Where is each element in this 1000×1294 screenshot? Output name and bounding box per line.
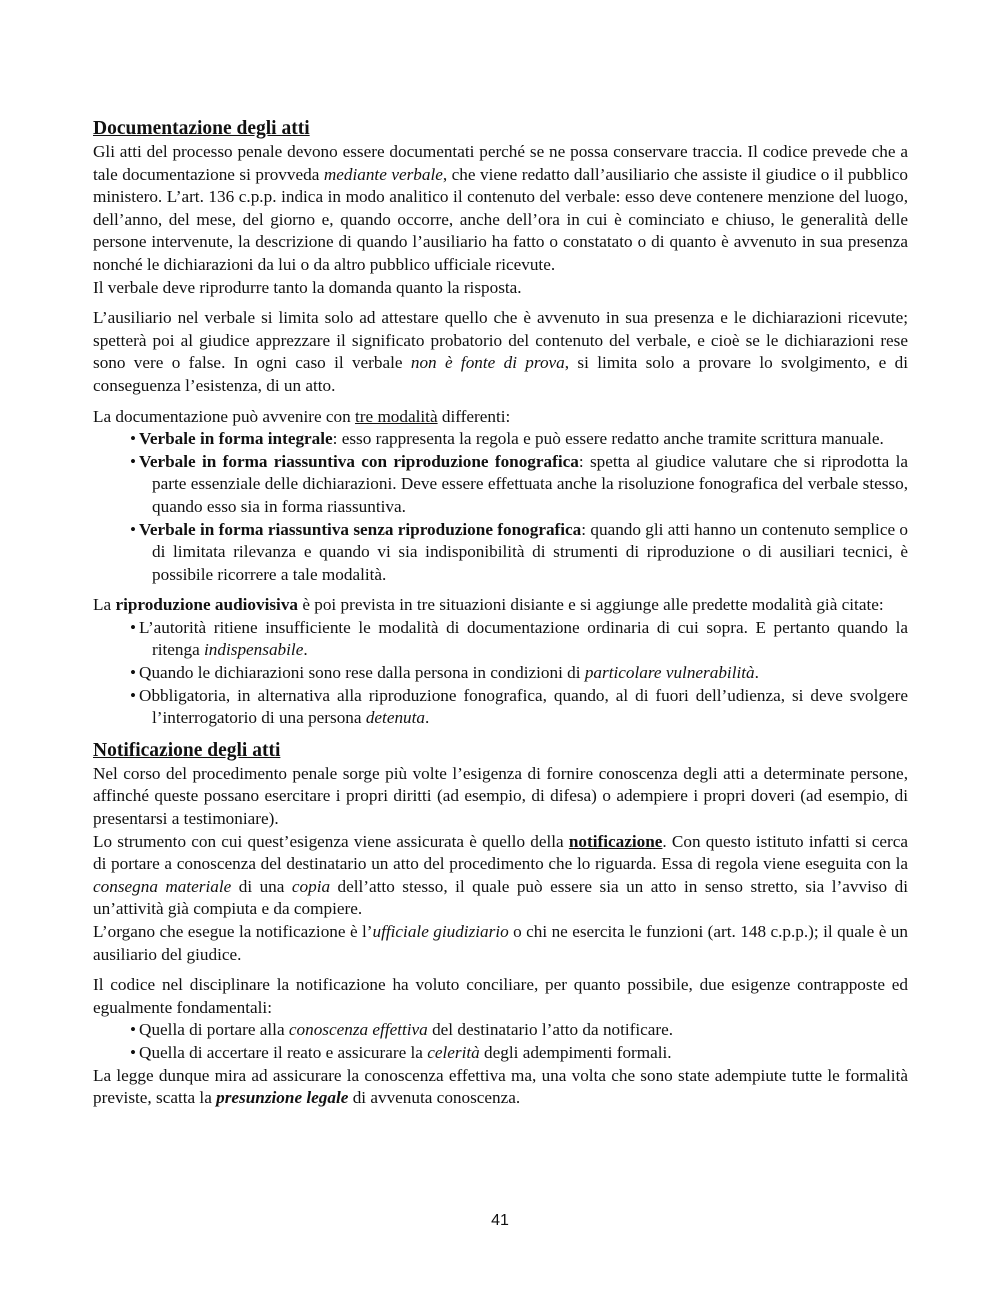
text: Quando le dichiarazioni sono rese dalla persona in condizioni di (139, 663, 585, 683)
italic-text: conoscenza effettiva (288, 1020, 428, 1040)
list-item (122, 1042, 908, 1065)
bold-underlined-text: notificazione (568, 831, 663, 851)
paragraph (93, 307, 908, 397)
text: . (425, 708, 430, 728)
paragraph (93, 921, 908, 966)
bold-text: riproduzione audiovisiva (115, 595, 299, 615)
section-heading-documentazione: Documentazione degli atti (93, 118, 310, 139)
bold-text: Verbale in forma integrale (139, 429, 333, 449)
text: La documentazione può avvenire con (93, 406, 356, 426)
italic-text: particolare vulnerabilità (584, 663, 755, 683)
document-page (93, 117, 908, 1110)
paragraph (93, 1065, 908, 1110)
paragraph (93, 406, 908, 429)
italic-text: indispensabile (204, 640, 304, 660)
text: L’ausiliario nel verbale si limita solo ad attestare quello che è avvenuto in sua presenza e le dichiarazioni ricevute; spetterà poi al giudice apprezzare il significato probatorio del contenuto del verbale, e cioè se le dichiarazioni rese sono vere o false. In ogni caso il verbale (93, 308, 908, 373)
text: degli adempimenti formali. (479, 1042, 672, 1062)
text: . (754, 663, 759, 683)
text: di una (231, 876, 292, 896)
text: differenti: (437, 406, 511, 426)
italic-text: mediante verbale (323, 164, 443, 184)
text: : quando gli atti hanno un contenuto semplice o di limitata rilevanza e quando vi sia indisponibilità di strumenti di riproduzione o di ausiliari tecnici, è possibile ricorrere a tale modalità. (152, 519, 908, 584)
italic-text: celerità (427, 1042, 480, 1062)
list-item (122, 519, 908, 587)
paragraph: Nel corso del procedimento penale sorge più volte l’esigenza di fornire conoscenza degli atti a determinate persone, affinché queste possano esercitare i propri diritti (ad esempio, di difesa) o adempiere i propri doveri (ad esempio, di presentarsi a testimoniare). (93, 763, 908, 829)
list-item (122, 685, 908, 730)
paragraph (93, 141, 908, 277)
paragraph (93, 594, 908, 617)
text: Gli atti del processo penale devono essere documentati perché se ne possa conservare traccia. Il codice prevede che a tale documentazione si provveda (93, 142, 908, 184)
list-item (122, 617, 908, 662)
bold-text: Verbale in forma riassuntiva senza riproduzione fonografica (139, 519, 582, 539)
italic-text: copia (291, 876, 331, 896)
text: Lo strumento con cui quest’esigenza viene assicurata è quello della (93, 831, 569, 851)
page-number: 41 (491, 1212, 509, 1229)
bold-italic-text: presunzione legale (216, 1088, 349, 1108)
text: è poi prevista in tre situazioni disiante e si aggiunge alle predette modalità già citate: (298, 595, 884, 615)
bold-text: Verbale in forma riassuntiva con riproduzione fonografica (139, 451, 579, 471)
list-item (122, 451, 908, 519)
text: L’autorità ritiene insufficiente le modalità di documentazione ordinaria di cui sopra. E pertanto quando la ritenga (139, 617, 908, 660)
text: , che viene redatto dall’ausiliario che assiste il giudice o il pubblico ministero. L’art. 136 c.p.p. indica in modo analitico il contenuto del verbale: esso deve contenere menzione del luogo, dell’anno, del mese, del giorno e, quando occorre, anche dell’ora in cui è cominciato e chiuso, le generalità delle persone intervenute, la descrizione di quando l’ausiliario ha fatto o constatato o di quanto è avvenuto in sua presenza nonché le dichiarazioni da lui o da altro pubblico ufficiale ricevute. (93, 164, 908, 274)
text: di avvenuta conoscenza. (348, 1088, 521, 1108)
text: Quella di portare alla (139, 1020, 289, 1040)
text: . Con questo istituto infatti si cerca di portare a conoscenza del destinatario un atto del procedimento che lo riguarda. Essa di regola viene eseguita con la (93, 831, 908, 874)
italic-text: ufficiale giudiziario (372, 922, 509, 941)
text: La legge dunque mira ad assicurare la conoscenza effettiva ma, una volta che sono state adempiute tutte le formalità previste, scatta la (93, 1065, 908, 1108)
modalities-list (93, 428, 908, 586)
list-item (122, 662, 908, 685)
italic-text: detenuta (365, 708, 426, 728)
italic-text: consegna materiale (93, 876, 232, 896)
text: : spetta al giudice valutare che si riprodotta la parte essenziale delle dichiarazioni. Deve essere effettuata anche la risoluzione fonografica del verbale stesso, quando esso sia in forma riassuntiva. (152, 451, 909, 516)
paragraph (93, 831, 908, 921)
text: Obbligatoria, in alternativa alla riproduzione fonografica, quando, al di fuori dell’udienza, si deve svolgere l’interrogatorio di una persona (139, 685, 908, 728)
text: o chi ne esercita le funzioni (art. 148 c.p.p.); il quale è un ausiliario del giudice. (93, 922, 908, 964)
text: Quella di accertare il reato e assicurare la (139, 1042, 428, 1062)
text: : esso rappresenta la regola e può essere redatto anche tramite scrittura manuale. (332, 429, 884, 449)
section-heading-notificazione: Notificazione degli atti (93, 739, 281, 761)
text: . (303, 640, 308, 660)
text: La (93, 595, 116, 615)
list-item (122, 428, 908, 451)
text: L’organo che esegue la notificazione è l’ (93, 922, 373, 941)
list-item (122, 1019, 908, 1042)
text: del destinatario l’atto da notificare. (427, 1020, 674, 1040)
text: dell’atto stesso, il quale può essere sia un atto in senso stretto, sia l’avviso di un’attività già compiuta e da compiere. (93, 876, 908, 919)
paragraph: Il codice nel disciplinare la notificazione ha voluto conciliare, per quanto possibile, due esigenze contrapposte ed egualmente fondamentali: (93, 975, 908, 1017)
paragraph: Il verbale deve riprodurre tanto la domanda quanto la risposta. (93, 277, 522, 297)
text: , si limita solo a provare lo svolgimento, e di conseguenza l’esistenza, di un atto. (93, 353, 908, 395)
requirements-list (93, 1019, 908, 1064)
audiovisual-list (93, 617, 908, 730)
underlined-text: tre modalità (355, 406, 438, 426)
italic-text: non è fonte di prova (410, 353, 565, 373)
